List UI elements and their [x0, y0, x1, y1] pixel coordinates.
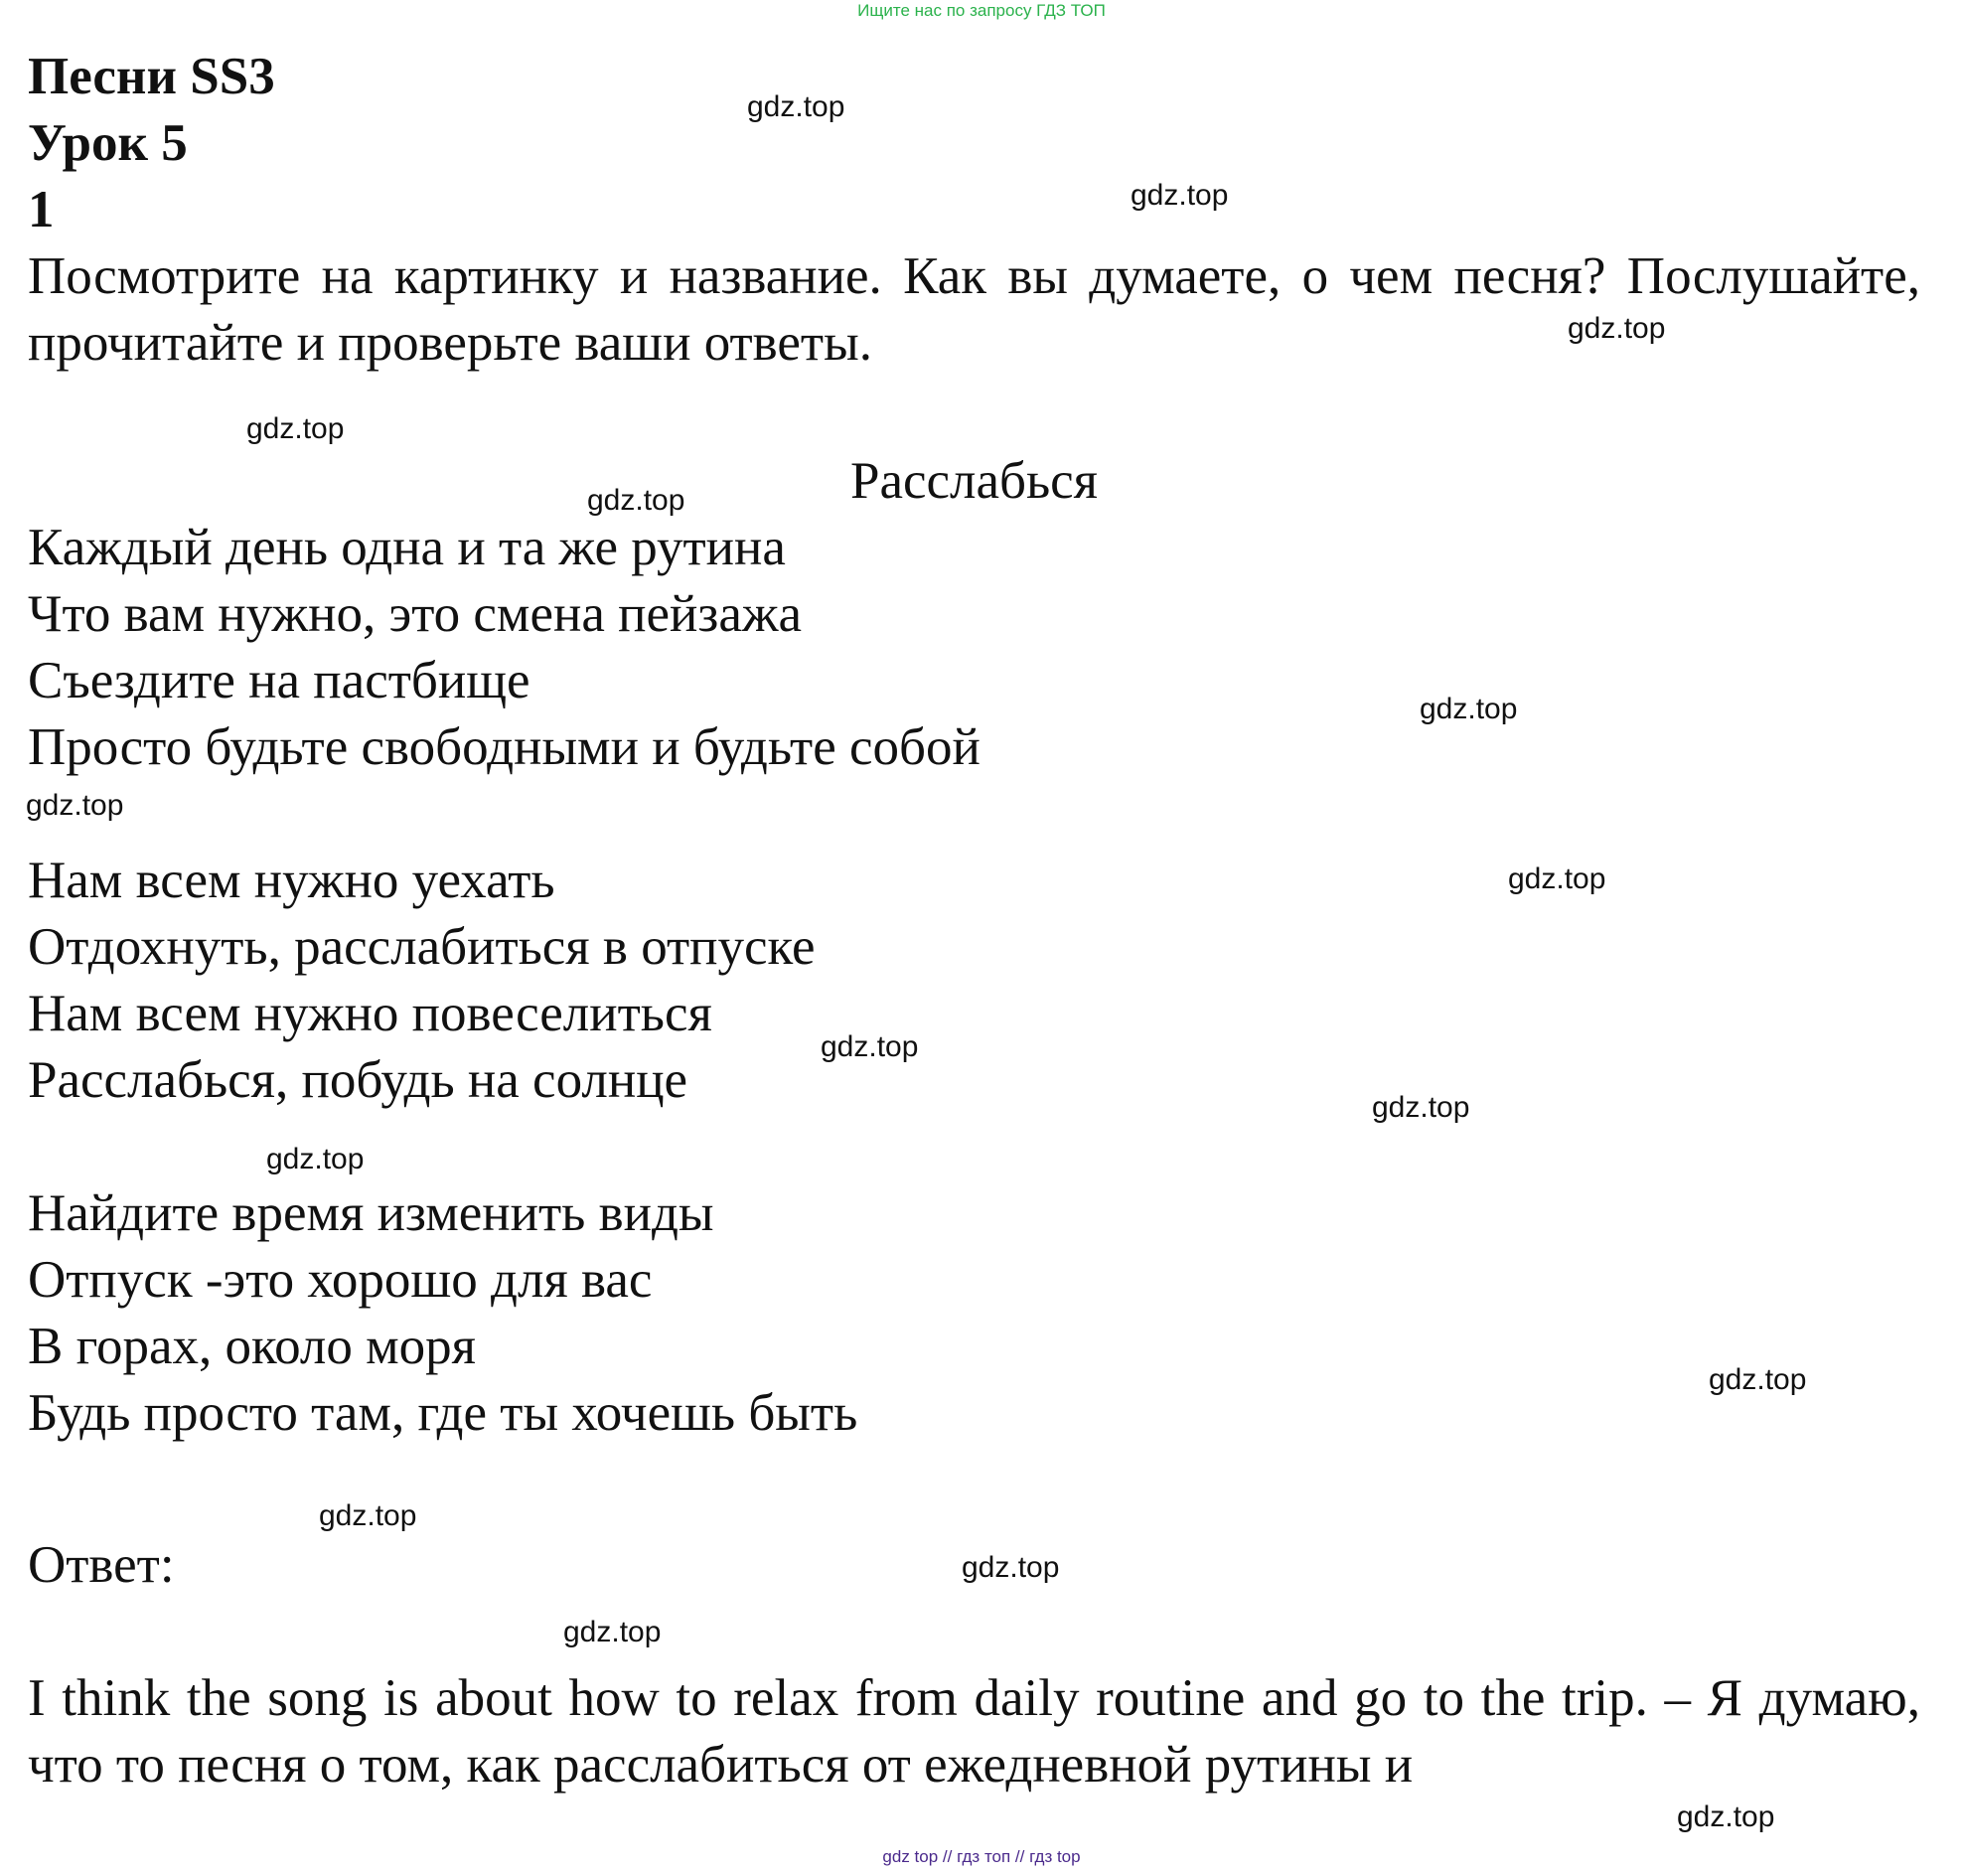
watermark: gdz.top: [821, 1030, 919, 1063]
lesson-title: Урок 5: [28, 114, 188, 172]
watermark: gdz.top: [587, 484, 685, 517]
exercise-number: 1: [28, 181, 55, 238]
lyric-line: Отпуск -это хорошо для вас: [28, 1251, 653, 1309]
footer-watermark: gdz top // гдз топ // гдз top: [882, 1847, 1081, 1866]
song-verse: [28, 848, 1920, 1114]
answer-label: Ответ:: [28, 1536, 175, 1594]
song-verse: [28, 515, 1920, 781]
answer-text: I think the song is about how to relax from daily routine and go to the trip. – Я думаю, что то песня о том, как расслабиться от ежедневной рутины и: [28, 1669, 1920, 1794]
top-banner: Ищите нас по запросу ГДЗ ТОП: [857, 1, 1106, 20]
lyric-line: Будь просто там, где ты хочешь быть: [28, 1384, 858, 1442]
lyric-line: Нам всем нужно уехать: [28, 852, 555, 909]
lyric-line: Нам всем нужно повеселиться: [28, 985, 712, 1042]
watermark: gdz.top: [26, 789, 124, 822]
watermark: gdz.top: [1508, 862, 1606, 895]
lyric-line: Просто будьте свободными и будьте собой: [28, 718, 981, 776]
watermark: gdz.top: [1677, 1800, 1775, 1833]
exercise-instruction: Посмотрите на картинку и название. Как вы думаете, о чем песня? Послушайте, прочитайте и проверьте ваши ответы.: [28, 247, 1920, 372]
watermark: gdz.top: [1420, 693, 1518, 725]
lyric-line: Найдите время изменить виды: [28, 1184, 714, 1242]
watermark: gdz.top: [266, 1143, 365, 1175]
watermark: gdz.top: [1372, 1091, 1470, 1124]
lyric-line: Съездите на пастбище: [28, 652, 530, 709]
page-title: Песни SS3: [28, 48, 275, 105]
lyric-line: В горах, около моря: [28, 1318, 477, 1375]
lyric-line: Каждый день одна и та же рутина: [28, 519, 786, 576]
watermark: gdz.top: [1568, 312, 1666, 345]
watermark: gdz.top: [246, 412, 345, 445]
lyric-line: Расслабься, побудь на солнце: [28, 1051, 688, 1109]
lyric-line: Что вам нужно, это смена пейзажа: [28, 585, 802, 643]
watermark: gdz.top: [563, 1616, 662, 1648]
watermark: gdz.top: [962, 1551, 1060, 1584]
watermark: gdz.top: [1131, 179, 1229, 212]
watermark: gdz.top: [1709, 1363, 1807, 1396]
lyric-line: Отдохнуть, расслабиться в отпуске: [28, 918, 816, 976]
watermark: gdz.top: [319, 1499, 417, 1532]
song-verse: [28, 1180, 1920, 1447]
watermark: gdz.top: [747, 90, 845, 123]
song-title: Расслабься: [849, 452, 1099, 510]
